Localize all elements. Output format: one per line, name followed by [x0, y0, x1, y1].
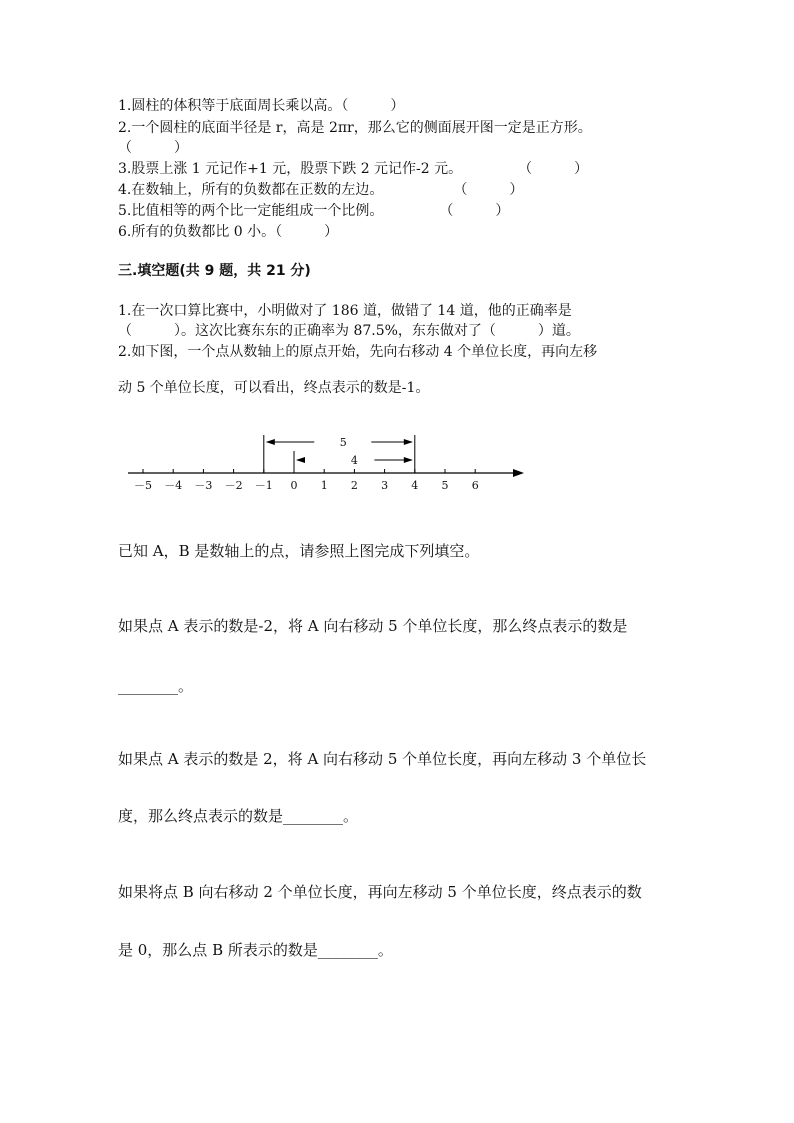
section-3-title: 三.填空题(共 9 题，共 21 分) — [118, 263, 311, 279]
tf-question-5: 5.比值相等的两个比一定能组成一个比例。 （ ） — [118, 203, 510, 219]
fill-question-1-line-1: 1.在一次口算比赛中，小明做对了 186 道，做错了 14 道，他的正确率是 — [118, 303, 572, 319]
tick-label: 3 — [381, 479, 389, 492]
tick-label: 4 — [411, 479, 419, 492]
tick-label: 0 — [290, 479, 298, 492]
tick-label: 1 — [320, 479, 328, 492]
fill-question-1-line-2: （ ）。这次比赛东东的正确率为 87.5%，东东做对了（ ）道。 — [118, 323, 580, 339]
tf-question-2-line-1: 2.一个圆柱的底面半径是 r，高是 2πr，那么它的侧面展开图一定是正方形。 — [118, 120, 592, 136]
move-left-label: 5 — [339, 436, 347, 449]
move-right-label: 4 — [350, 454, 358, 467]
tf-question-3: 3.股票上涨 1 元记作+1 元，股票下跌 2 元记作-2 元。 （ ） — [118, 161, 589, 177]
move-left-arrowhead-right — [404, 439, 413, 445]
move-right-arrowhead-left — [296, 457, 305, 463]
tick-label: －4 — [164, 479, 183, 492]
fill-intro: 已知 A，B 是数轴上的点，请参照上图完成下列填空。 — [118, 542, 480, 560]
number-line-diagram — [0, 425, 794, 505]
fill-part-1-line-1: 如果点 A 表示的数是-2，将 A 向右移动 5 个单位长度，那么终点表示的数是 — [118, 617, 628, 635]
tick-label: －1 — [254, 479, 273, 492]
fill-part-3-line-1: 如果将点 B 向右移动 2 个单位长度，再向左移动 5 个单位长度，终点表示的数 — [118, 883, 642, 901]
number-line — [128, 435, 524, 492]
fill-question-2-line-2: 动 5 个单位长度，可以看出，终点表示的数是-1。 — [118, 380, 430, 396]
fill-part-1-line-2: ________。 — [118, 677, 194, 695]
tick-label: －3 — [194, 479, 213, 492]
tick-label: 5 — [441, 479, 449, 492]
tf-question-4: 4.在数轴上，所有的负数都在正数的左边。 （ ） — [118, 182, 524, 198]
tf-question-2-line-2: （ ） — [118, 140, 188, 156]
move-right-arrowhead-right — [404, 457, 413, 463]
fill-part-2-line-2: 度，那么终点表示的数是________。 — [118, 807, 359, 825]
tick-label: 2 — [350, 479, 358, 492]
tf-question-6: 6.所有的负数都比 0 小。（ ） — [118, 224, 339, 240]
fill-part-2-line-1: 如果点 A 表示的数是 2，将 A 向右移动 5 个单位长度，再向左移动 3 个单位长 — [118, 750, 647, 768]
tick-label: －5 — [134, 479, 152, 492]
tick-label: 6 — [471, 479, 479, 492]
fill-question-2-line-1: 2.如下图，一个点从数轴上的原点开始，先向右移动 4 个单位长度，再向左移 — [118, 344, 598, 360]
fill-part-3-line-2: 是 0，那么点 B 所表示的数是________。 — [118, 941, 393, 959]
tf-question-1: 1.圆柱的体积等于底面周长乘以高。（ ） — [118, 98, 405, 114]
axis-arrowhead — [513, 469, 524, 477]
move-left-arrowhead-left — [266, 439, 275, 445]
tick-label: －2 — [224, 479, 243, 492]
